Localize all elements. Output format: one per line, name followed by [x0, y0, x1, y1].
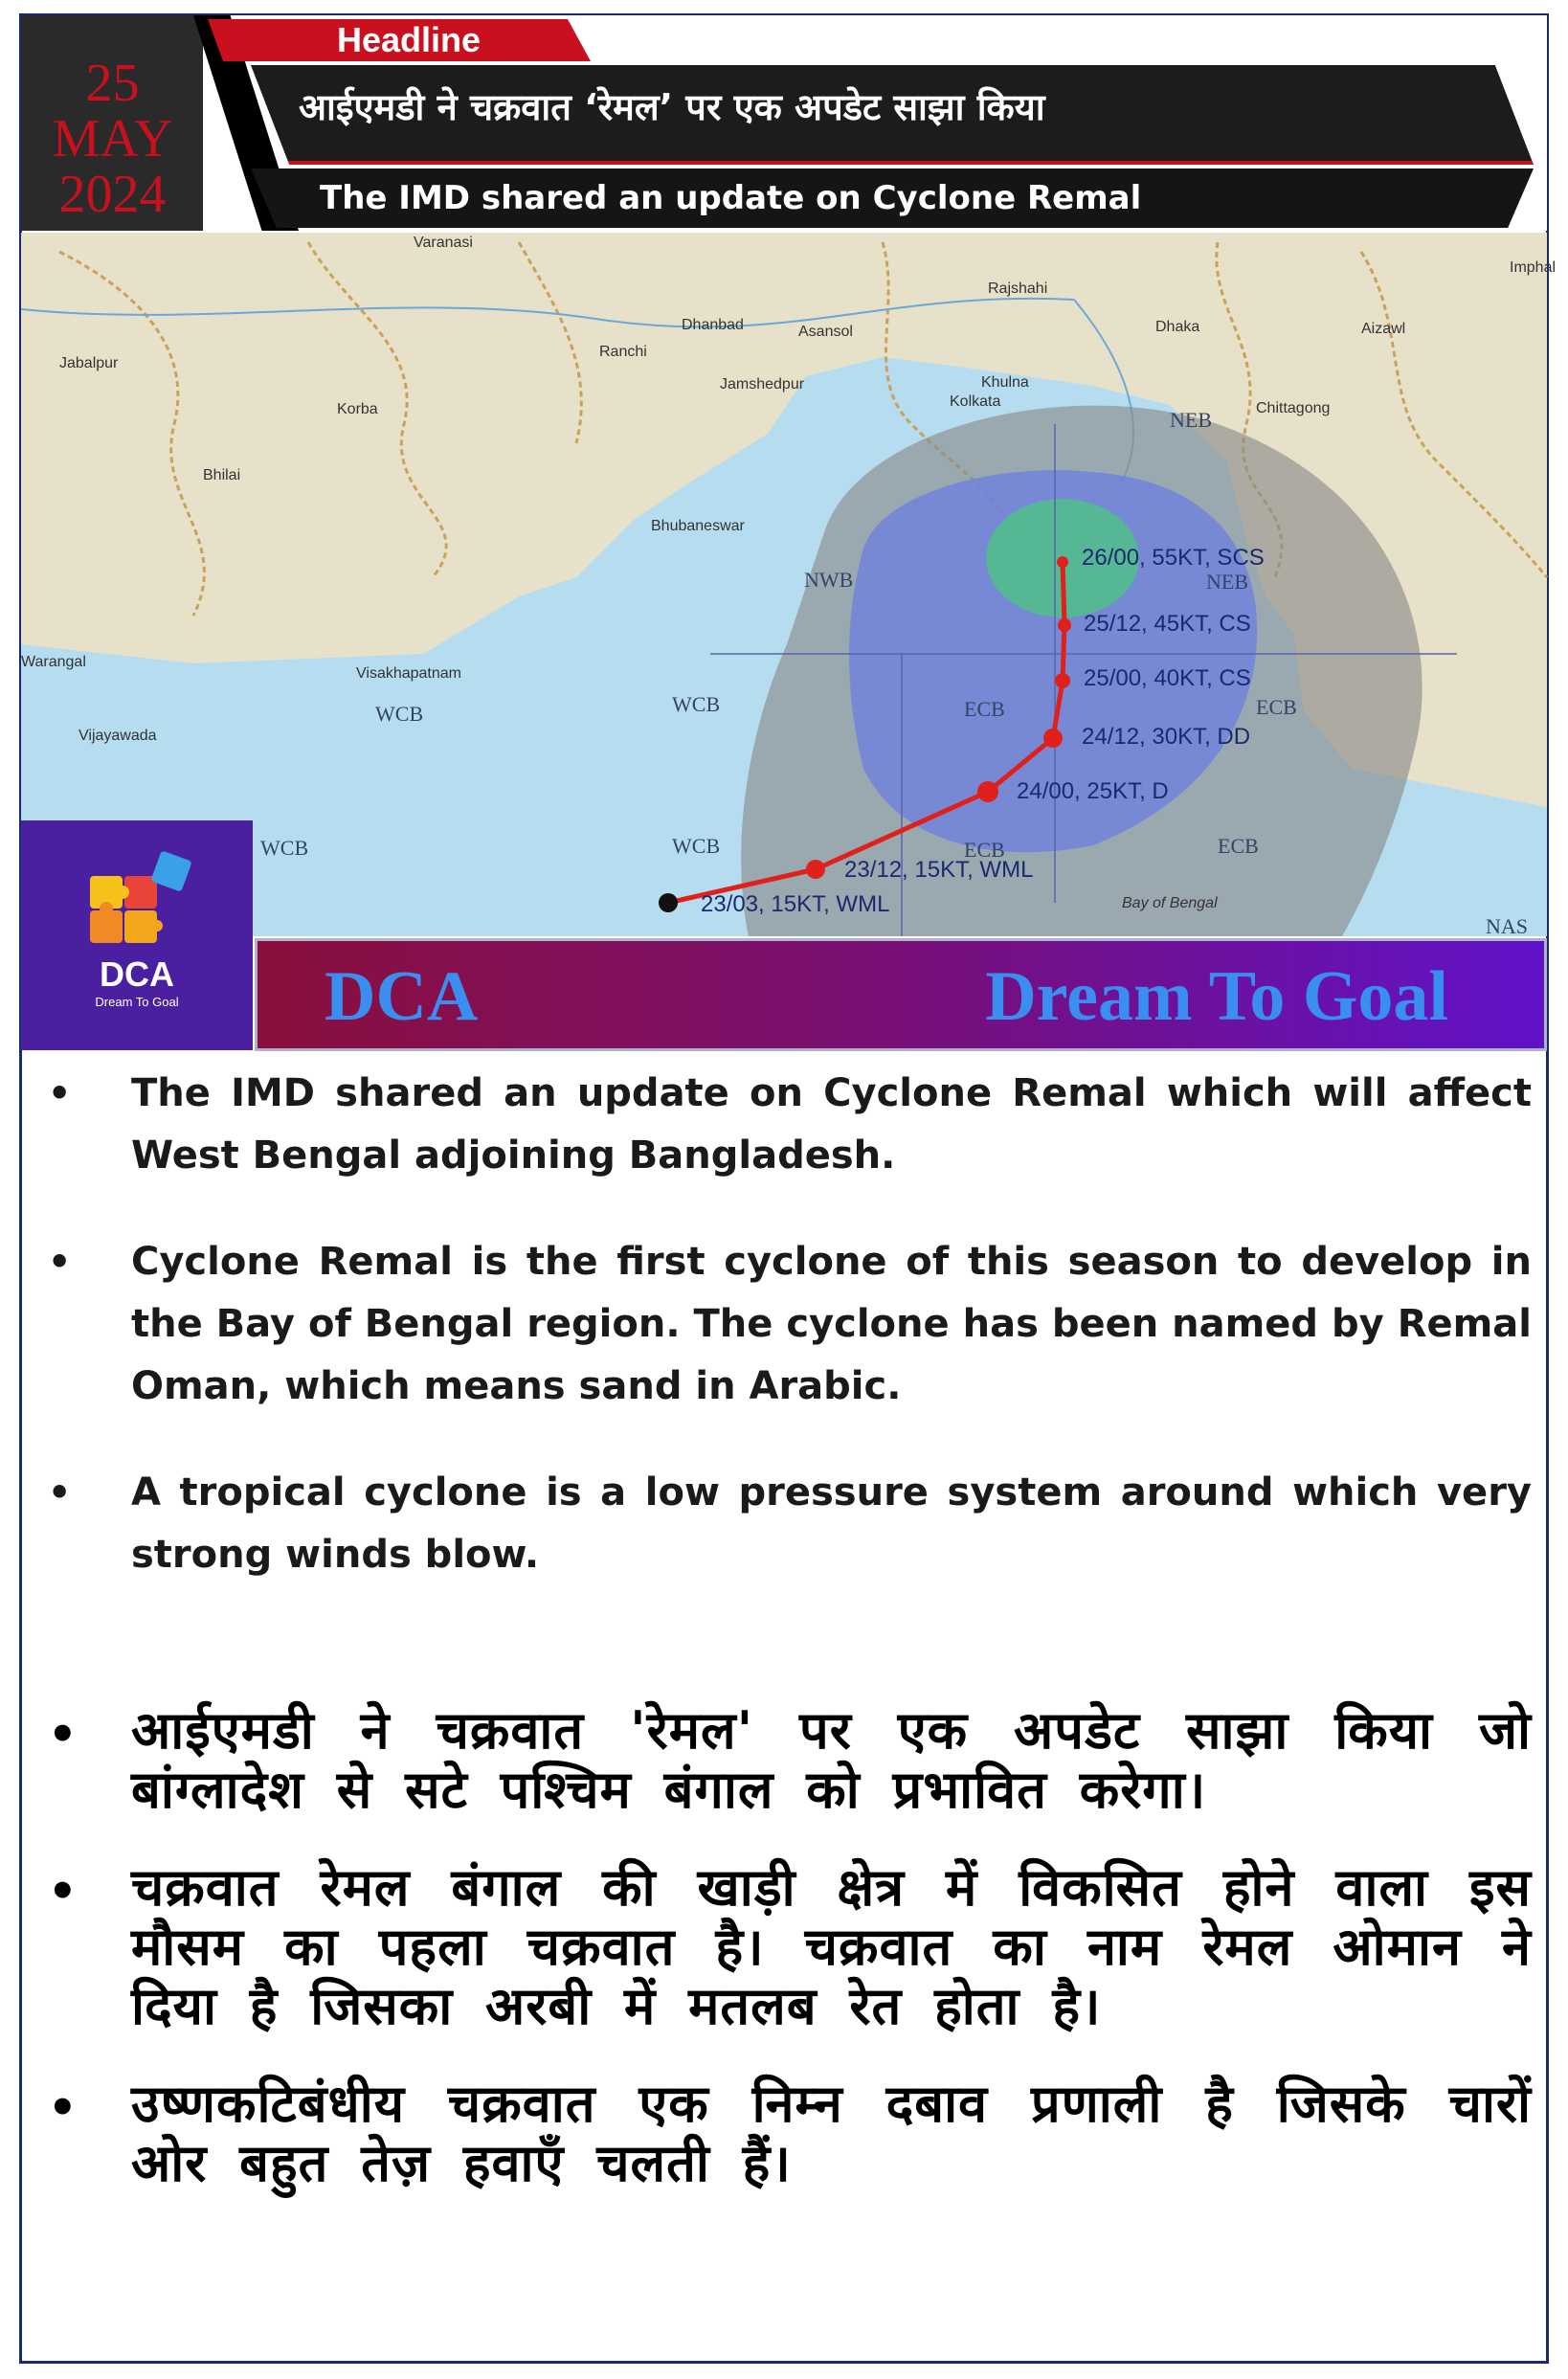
track-label: 23/03, 15KT, WML — [701, 891, 890, 917]
puzzle-icon — [86, 849, 193, 945]
headline-header — [21, 15, 1547, 231]
place-label: Chittagong — [1256, 400, 1331, 416]
place-label: Khulna — [981, 374, 1029, 391]
track-label: 25/00, 40KT, CS — [1084, 665, 1251, 691]
date-month: MAY — [52, 109, 173, 168]
bullet-icon: • — [48, 1708, 78, 1762]
track-point — [977, 781, 998, 802]
place-label: Ranchi — [599, 344, 647, 360]
english-point — [38, 1063, 1532, 1187]
bullet-icon: • — [48, 2081, 78, 2135]
place-label: Asansol — [798, 324, 853, 340]
place-label: Visakhapatnam — [356, 665, 461, 682]
place-label: Vijayawada — [78, 728, 157, 744]
hindi-point — [38, 1701, 1532, 1820]
track-point-start — [659, 893, 678, 912]
track-point — [1055, 673, 1070, 688]
track-label: 26/00, 55KT, SCS — [1082, 545, 1265, 571]
place-label: Varanasi — [414, 235, 473, 251]
place-label: Bhubaneswar — [651, 518, 745, 534]
region-label: NEB — [1206, 570, 1248, 594]
place-label: Jamshedpur — [720, 376, 805, 393]
region-label: WCB — [260, 836, 309, 860]
english-point-text: Cyclone Remal is the first cyclone of this season to develop in the Bay of Bengal region. The cyclone has been named by Remal Oman, which means sand in Arabic. — [131, 1240, 1532, 1408]
place-label: Dhaka — [1155, 319, 1200, 335]
bullet-icon: • — [48, 1072, 72, 1114]
brand-banner — [255, 938, 1547, 1051]
english-point — [38, 1462, 1532, 1586]
region-label: WCB — [672, 692, 721, 716]
track-label: 24/00, 25KT, D — [1017, 778, 1169, 804]
region-label: ECB — [1256, 695, 1297, 719]
headline-tab-label: Headline — [337, 20, 482, 59]
place-label: Kolkata — [950, 393, 1001, 410]
english-point — [38, 1231, 1532, 1418]
track-point — [1057, 556, 1068, 568]
region-label: NEB — [1170, 408, 1212, 432]
bullet-icon: • — [48, 1471, 72, 1514]
logo-text: DCA — [100, 954, 174, 994]
banner-tagline: Dream To Goal — [985, 957, 1448, 1036]
place-label: Korba — [337, 401, 378, 417]
banner-brand-name: DCA — [325, 957, 479, 1036]
date-day: 25 — [85, 54, 140, 113]
region-label: NWB — [804, 568, 854, 592]
region-label: ECB — [964, 838, 1005, 862]
hindi-point — [38, 1858, 1532, 2036]
english-point-text: A tropical cyclone is a low pressure system around which very strong winds blow. — [131, 1470, 1532, 1577]
region-label: ECB — [964, 697, 1005, 721]
place-label: Bhilai — [203, 467, 241, 483]
date-stamp — [29, 56, 196, 222]
track-point — [1058, 618, 1071, 632]
hindi-point-text: चक्रवात रेमल बंगाल की खाड़ी क्षेत्र में विकसित होने वाला इस मौसम का पहला चक्रवात है। चक्रवात का नाम रेमल ओमान ने दिया है जिसका अरबी में मतलब रेत होता है। — [131, 1857, 1532, 2036]
region-label: NAS — [1486, 914, 1529, 938]
track-label: 23/12, 15KT, WML — [844, 857, 1034, 883]
track-label: 24/12, 30KT, DD — [1082, 724, 1251, 750]
hindi-point-text: आईएमडी ने चक्रवात 'रेमल' पर एक अपडेट साझा किया जो बांग्लादेश से सटे पश्चिम बंगाल को प्रभावित करेगा। — [131, 1700, 1532, 1820]
place-label: Bay of Bengal — [1122, 895, 1218, 911]
bullet-icon: • — [48, 1865, 78, 1919]
bullet-icon: • — [48, 1241, 72, 1283]
place-label: Aizawl — [1361, 321, 1406, 337]
date-box — [21, 15, 203, 231]
headline-title-hindi: आईएमडी ने चक्रवात ‘रेमल’ पर एक अपडेट साझा किया — [299, 86, 1045, 128]
english-point-text: The IMD shared an update on Cyclone Remal which will affect West Bengal adjoining Bangladesh. — [131, 1071, 1532, 1178]
place-label: Dhanbad — [682, 317, 744, 333]
dca-logo — [21, 820, 253, 1050]
track-point — [1043, 729, 1063, 748]
region-label: WCB — [672, 834, 721, 858]
place-label: Imphal — [1510, 259, 1557, 276]
article-body — [38, 1063, 1532, 2193]
hindi-point-text: उष्णकटिबंधीय चक्रवात एक निम्न दबाव प्रणाली है जिसके चारों ओर बहुत तेज़ हवाएँ चलती हैं। — [131, 2074, 1532, 2193]
headline-title-english: The IMD shared an update on Cyclone Remal — [320, 179, 1142, 217]
region-label: WCB — [375, 702, 424, 726]
place-label: Rajshahi — [988, 281, 1048, 297]
hindi-point — [38, 2075, 1532, 2193]
place-label: Jabalpur — [59, 355, 119, 371]
track-point — [806, 860, 825, 879]
date-year: 2024 — [58, 165, 167, 224]
place-label: Warangal — [21, 654, 86, 670]
logo-subtext: Dream To Goal — [95, 995, 179, 1009]
track-label: 25/12, 45KT, CS — [1084, 611, 1251, 637]
region-label: ECB — [1218, 834, 1259, 858]
